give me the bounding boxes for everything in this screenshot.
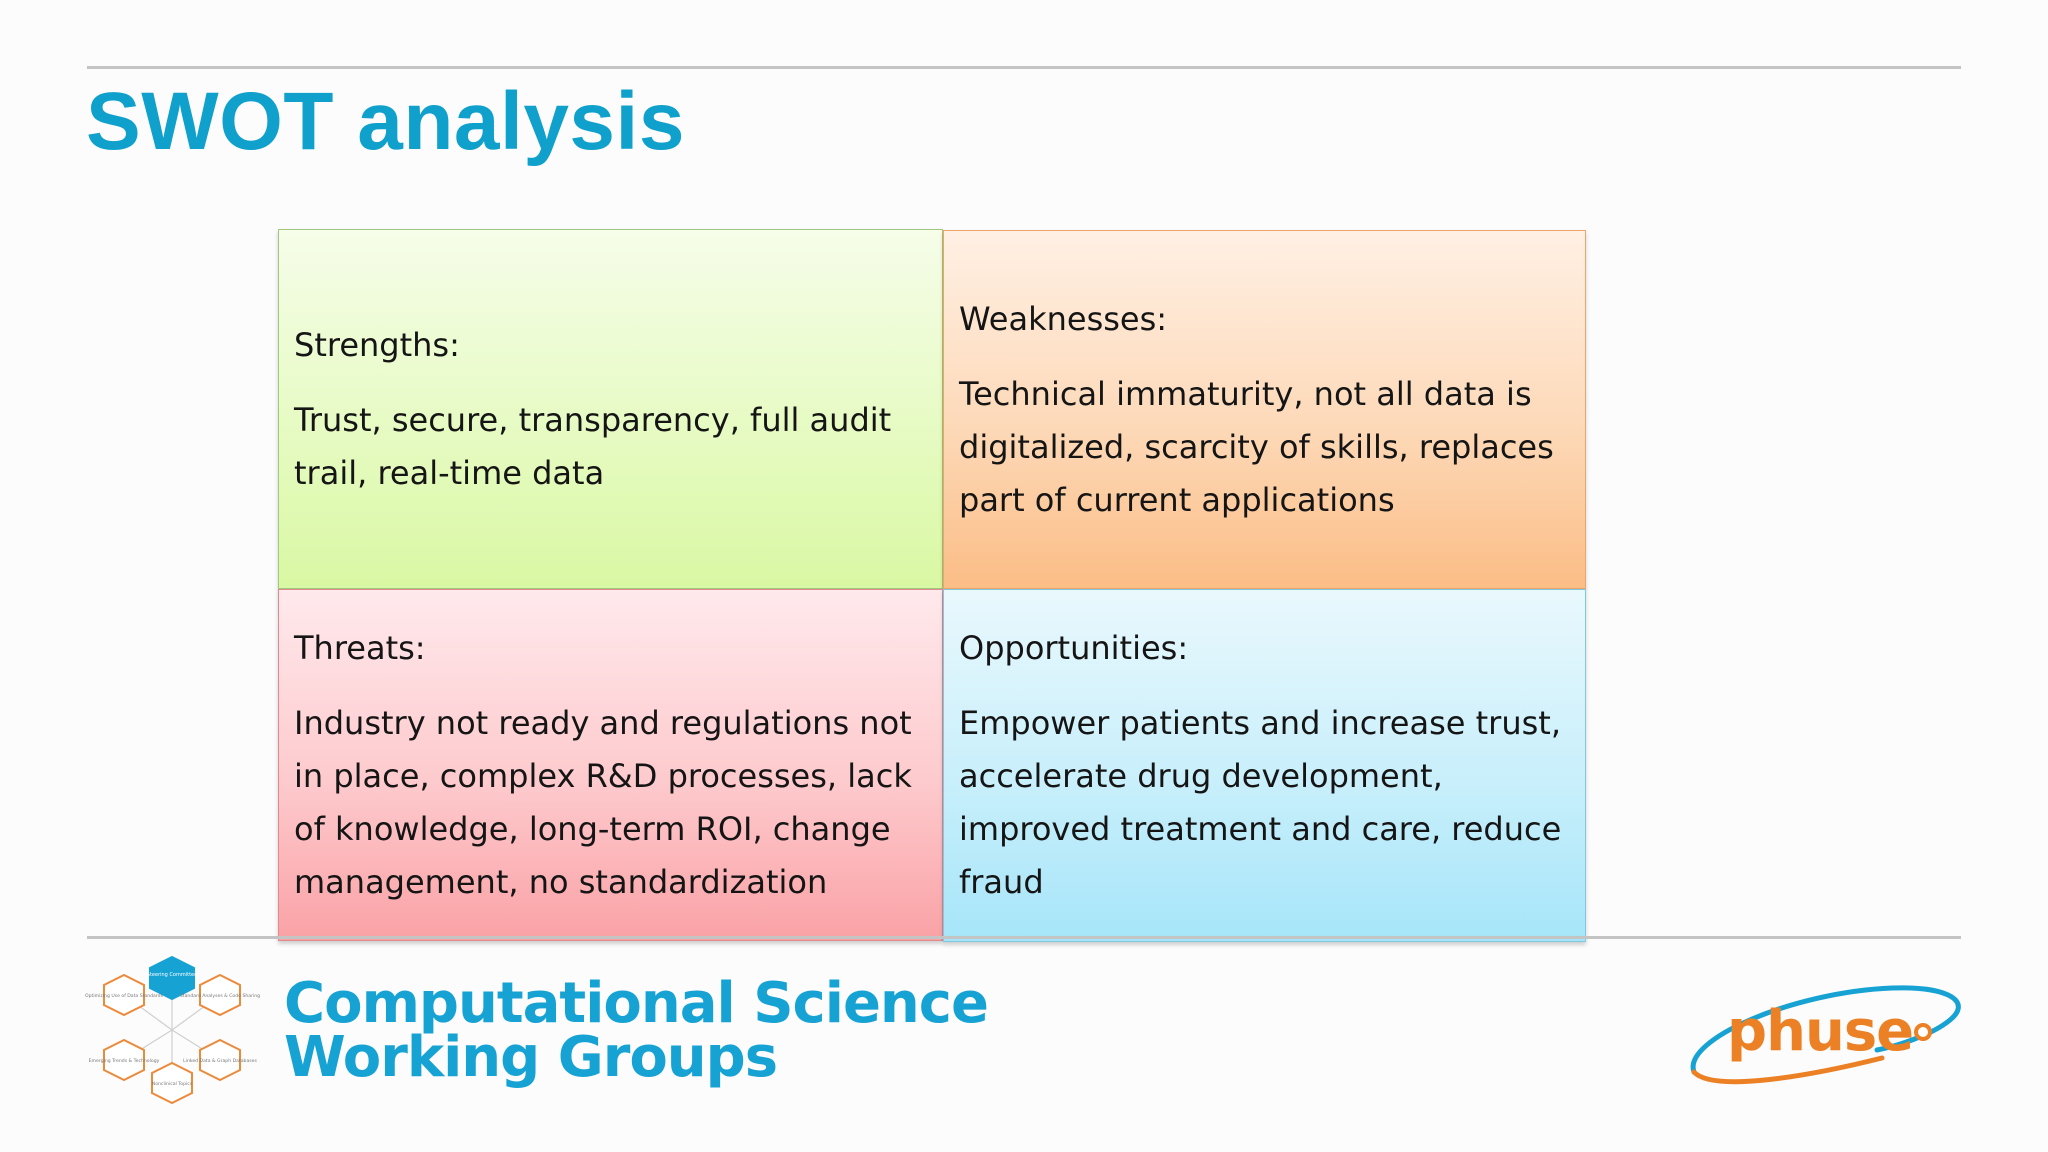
slide-title: SWOT analysis — [86, 76, 685, 167]
opportunities-heading: Opportunities: — [959, 629, 1189, 667]
hex-label-linked-data: Linked Data & Graph Databases — [183, 1059, 257, 1064]
weaknesses-heading: Weaknesses: — [959, 299, 1168, 338]
top-divider — [87, 66, 1961, 69]
strengths-heading: Strengths: — [294, 325, 460, 364]
working-groups-hex-icon — [82, 955, 262, 1105]
hex-label-emerging-trends: Emerging Trends & Technology — [88, 1059, 160, 1064]
opportunities-body: Empower patients and increase trust, accelerate drug development, improved treatment and care, reduce fraud — [959, 704, 1562, 901]
weaknesses-body: Technical immaturity, not all data is digitalized, scarcity of skills, replaces part of current applications — [959, 374, 1554, 519]
phuse-logo-text: phuse — [1727, 999, 1914, 1064]
weaknesses-quadrant — [943, 230, 1586, 589]
threats-heading: Threats: — [294, 628, 426, 667]
working-groups-wordmark-line2: Working Groups — [284, 1025, 778, 1090]
threats-quadrant — [278, 589, 943, 941]
hex-label-nonclinical: Nonclinical Topics — [151, 1082, 193, 1087]
hex-label-optimizing-standards: Optimizing Use of Data Standards — [85, 994, 163, 999]
threats-body: Industry not ready and regulations not in place, complex R&D processes, lack of knowledge, long-term ROI, change management, no standardization — [294, 703, 912, 901]
opportunities-quadrant — [943, 589, 1586, 942]
working-groups-wordmark-line1: Computational Science — [284, 971, 988, 1036]
strengths-body: Trust, secure, transparency, full audit trail, real-time data — [294, 400, 892, 492]
hex-label-standard-analyses: Standard Analyses & Code Sharing — [179, 994, 261, 999]
bottom-divider — [87, 936, 1961, 939]
strengths-quadrant — [278, 229, 943, 589]
hex-label-steering: Steering Committee — [146, 972, 198, 978]
